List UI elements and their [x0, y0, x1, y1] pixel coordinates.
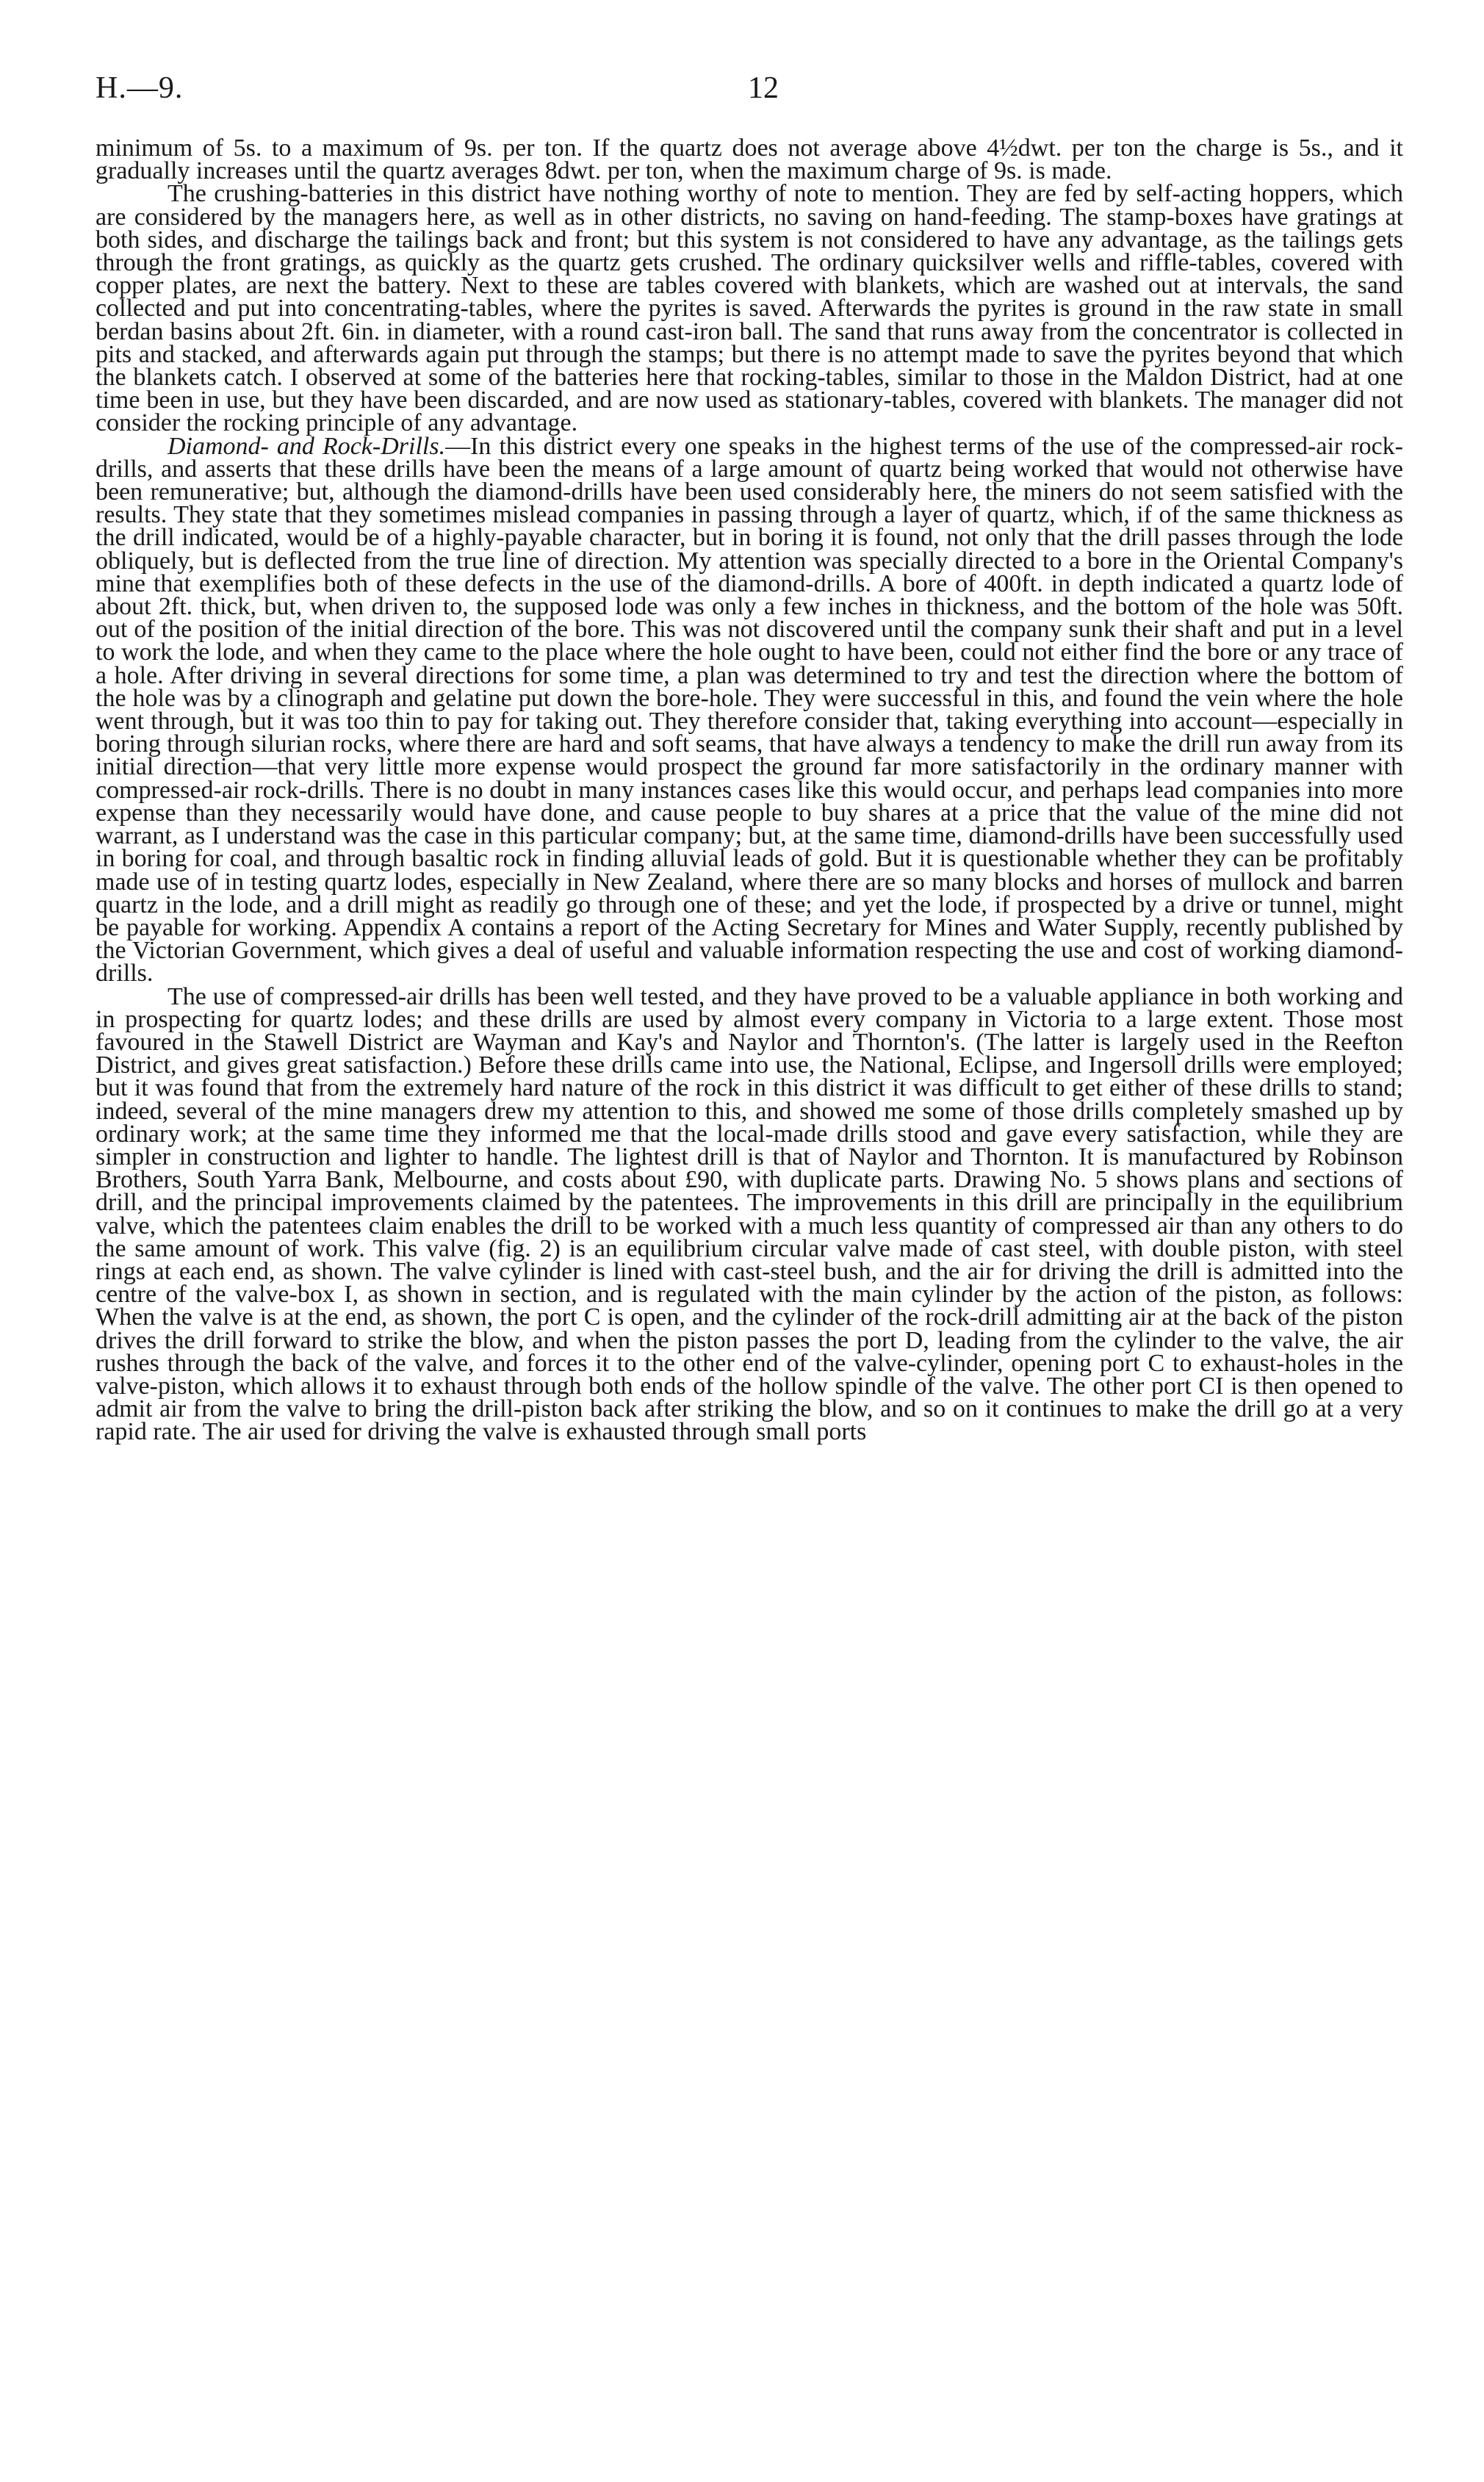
paragraph [96, 982, 1403, 1446]
page-number: 12 [748, 71, 779, 105]
paragraph-text: The use of compressed-air drills has been well tested, and they have proved to be a valuable appliance in both working and in prospecting for quartz lodes; and these drills are used by almost every company in Victoria to a large extent. Those most favoured in the Stawell District are Wayman and Kay's and Naylor and Thornton's. (The latter is largely used in the Reefton District, and gives great satisfaction.) Before these drills came into use, the National, Eclipse, and Ingersoll drills were employed; but it was found that from the extremely hard nature of the rock in this district it was difficult to get either of these drills to stand; indeed, several of the mine managers drew my attention to this, and showed me some of those drills completely smashed up by ordinary work; at the same time they informed me that the local-made drills stood and gave every satisfaction, while they are simpler in construction and lighter to handle. The lightest drill is that of Naylor and Thornton. It is manufactured by Robinson Brothers, South Yarra Bank, Melbourne, and costs about £90, with duplicate parts. Drawing No. 5 shows plans and sections of drill, and the principal improvements claimed by the patentees. The improvements in this drill are principally in the equilibrium valve, which the patentees claim enables the drill to be worked with a much less quantity of compressed air than any others to do the same amount of work. This valve (fig. 2) is an equilibrium circular valve made of cast steel, with double piston, with steel rings at each end, as shown. The valve cylinder is lined with cast-steel bush, and the air for driving the drill is admitted into the centre of the valve-box I, as shown in section, and is regulated with the main cylinder by the action of the piston, as follows: When the valve is at the end, as shown, the port C is open, and the cylinder of the rock-drill admitting air at the back of the piston drives the drill forward to strike the blow, and when the piston passes the port D, leading from the cylinder to the valve, the air rushes through the back of the valve, and forces it to the other end of the valve-cylinder, opening port C to exhaust-holes in the valve-piston, which allows it to exhaust through both ends of the hollow spindle of the valve. The other port CI is then opened to admit air from the valve to bring the drill-piston back after striking the blow, and so on it continues to make the drill go at a very rapid rate. The air used for driving the valve is exhausted through small ports [96, 982, 1403, 1446]
paragraph-text: The crushing-batteries in this district have nothing worthy of note to mention. They are fed by self-acting hoppers, which are considered by the managers here, as well as in other districts, no saving on hand-feeding. The stamp-boxes have gratings at both sides, and discharge the tailings back and front; but this system is not considered to have any advantage, as the tailings gets through the front gratings, as quickly as the quartz gets crushed. The ordinary quicksilver wells and riffle-tables, covered with copper plates, are next the battery. Next to these are tables covered with blankets, which are washed out at intervals, the sand collected and put into concentrating-tables, where the pyrites is saved. Afterwards the pyrites is ground in the raw state in small berdan basins about 2ft. 6in. in diameter, with a round cast-iron ball. The sand that runs away from the concentrator is collected in pits and stacked, and afterwards again put through the stamps; but there is no attempt made to save the pyrites beyond that which the blankets catch. I observed at some of the batteries here that rocking-tables, similar to those in the Maldon District, had at one time been in use, but they have been discarded, and are now used as stationary-tables, covered with blankets. The manager did not consider the rocking principle of any advantage. [96, 180, 1403, 437]
body-text [96, 134, 1404, 1446]
paragraph [96, 134, 1403, 185]
section-heading: Diamond- and Rock-Drills. [168, 432, 446, 460]
paragraph [96, 180, 1403, 437]
paragraph [96, 432, 1404, 988]
paragraph-text: minimum of 5s. to a maximum of 9s. per ton. If the quartz does not average above 4½dwt. per ton the charge is 5s., and it gradually increases until the quartz averages 8dwt. per ton, when the maximum charge of 9s. is made. [96, 134, 1403, 185]
document-reference: H.—9. [96, 71, 184, 105]
paragraph-text: —In this district every one speaks in the highest terms of the use of the compressed-air rock-drills, and asserts that these drills have been the means of a large amount of quartz being worked that would not otherwise have been remunerative; but, although the diamond-drills have been used considerably here, the miners do not seem satisfied with the results. They state that they sometimes mislead companies in passing through a layer of quartz, which, if of the same thickness as the drill indicated, would be of a highly-payable character, but in boring it is found, not only that the drill passes through the lode obliquely, but is deflected from the true line of direction. My attention was specially directed to a bore in the Oriental Company's mine that exemplifies both of these defects in the use of the diamond-drills. A bore of 400ft. in depth indicated a quartz lode of about 2ft. thick, but, when driven to, the supposed lode was only a few inches in thickness, and the bottom of the hole was 50ft. out of the position of the initial direction of the bore. This was not discovered until the company sunk their shaft and put in a level to work the lode, and when they came to the place where the hole ought to have been, could not either find the bore or any trace of a hole. After driving in several directions for some time, a plan was determined to try and test the direction where the bottom of the hole was by a clinograph and gelatine put down the bore-hole. They were successful in this, and found the vein where the hole went through, but it was too thin to pay for taking out. They therefore consider that, taking everything into account—especially in boring through silurian rocks, where there are hard and soft seams, that have always a tendency to make the drill run away from its initial direction—that very little more expense would prospect the ground far more satisfactorily in the ordinary manner with compressed-air rock-drills. There is no doubt in many instances cases like this would occur, and perhaps lead companies into more expense than they necessarily would have done, and cause people to buy shares at a price that the value of the mine did not warrant, as I understand was the case in this particular company; but, at the same time, diamond-drills have been successfully used in boring for coal, and through basaltic rock in finding alluvial leads of gold. But it is questionable whether they can be profitably made use of in testing quartz lodes, especially in New Zealand, where there are so many blocks and horses of mullock and barren quartz in the lode, and a drill might as readily go through one of these; and yet the lode, if prospected by a drive or tunnel, might be payable for working. Appendix A contains a report of the Acting Secretary for Mines and Water Supply, recently published by the Victorian Government, which gives a deal of useful and valuable information respecting the use and cost of working diamond-drills. [96, 432, 1404, 988]
page-header [96, 71, 1403, 115]
